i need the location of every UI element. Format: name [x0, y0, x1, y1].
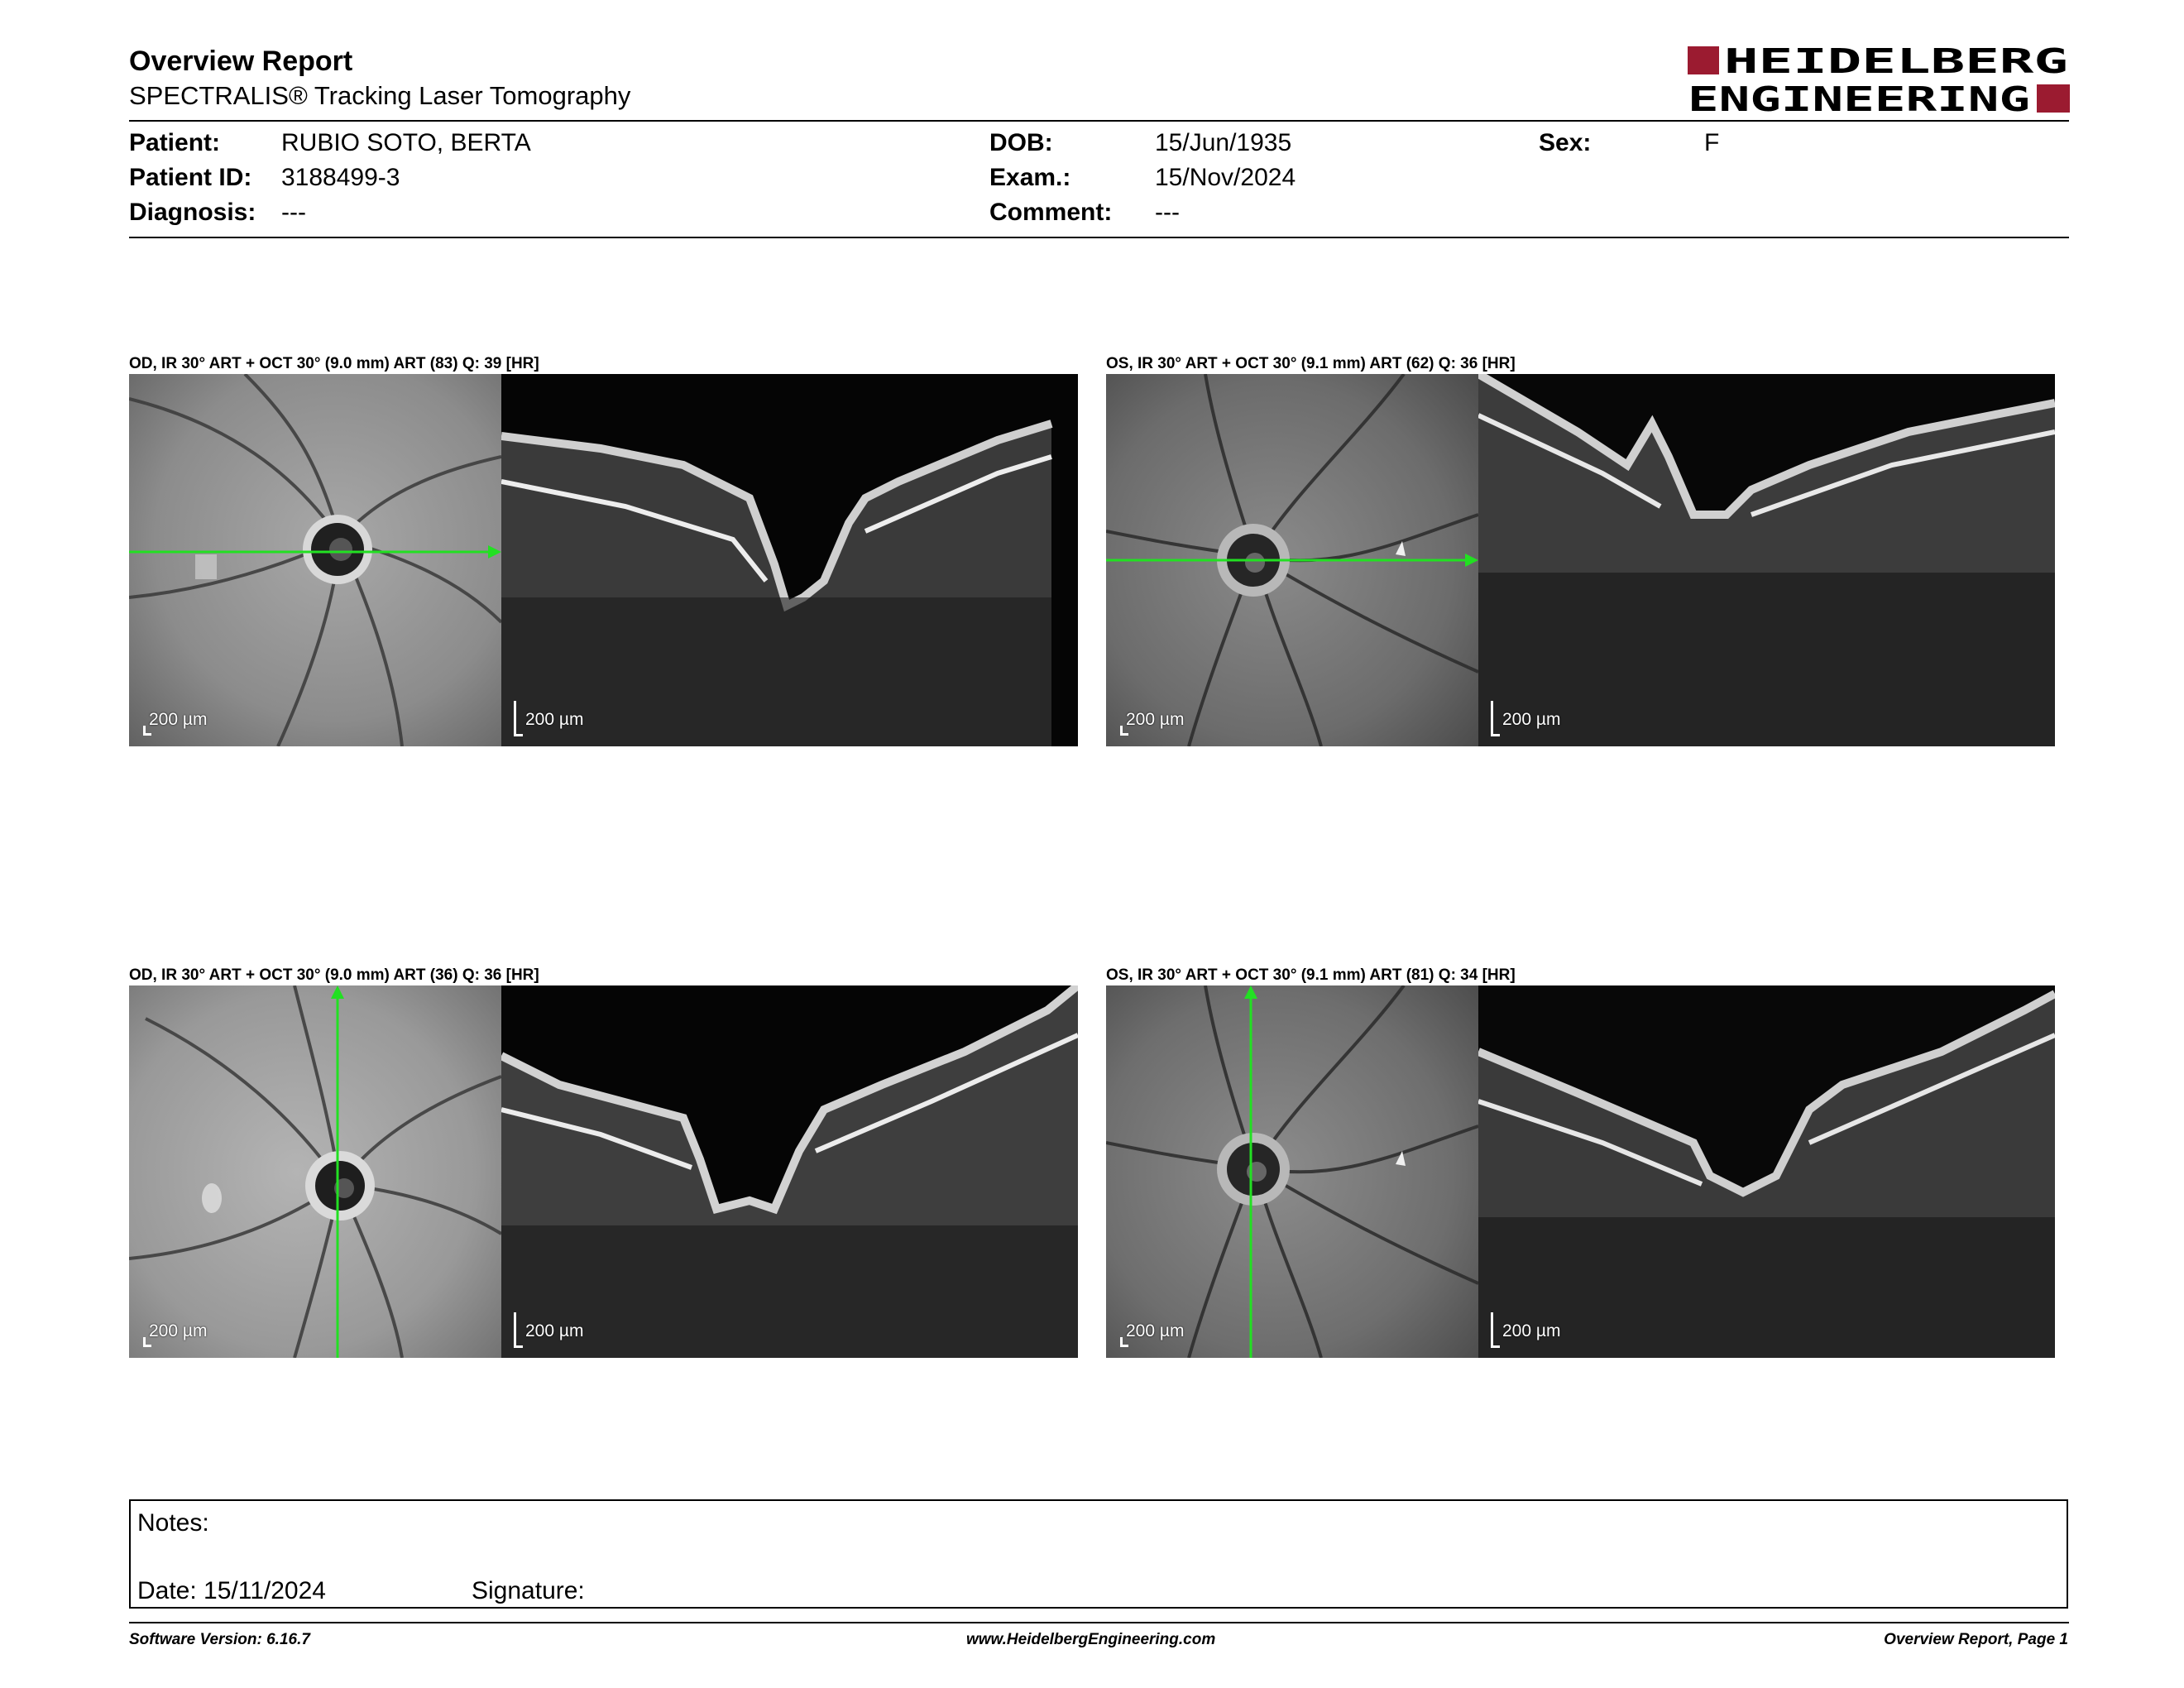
patient-name: RUBIO SOTO, BERTA — [281, 129, 531, 156]
sex-label: Sex: — [1539, 129, 1592, 156]
oct-bscan-image — [501, 374, 1078, 746]
fundus-scale-label: 200 µm — [1126, 1321, 1185, 1340]
fundus-image — [129, 374, 501, 746]
bscan-scale-label: 200 µm — [525, 1321, 584, 1340]
website-link[interactable]: www.HeidelbergEngineering.com — [966, 1631, 1216, 1648]
page-indicator: Overview Report, Page 1 — [1884, 1631, 2068, 1648]
signature-label: Signature: — [472, 1577, 585, 1604]
panel-caption: OD, IR 30° ART + OCT 30° (9.0 mm) ART (83) Q: 39 [HR] — [129, 355, 539, 372]
oct-panel-os-vertical[interactable] — [1106, 985, 2055, 1358]
dob-label: DOB: — [989, 129, 1053, 156]
bscan-scale-bar — [514, 701, 523, 736]
oct-panel-od-horizontal[interactable] — [129, 374, 1078, 746]
fundus-image — [1106, 374, 1478, 746]
exam-label: Exam.: — [989, 164, 1071, 191]
oct-panel-od-vertical[interactable] — [129, 985, 1078, 1358]
logo-heidelberg-text: HEIDELBERG — [1724, 46, 2068, 81]
fundus-scale-label: 200 µm — [149, 710, 208, 729]
bscan-scale-label: 200 µm — [525, 710, 584, 729]
patient-info-rule — [129, 237, 2069, 238]
diagnosis-label: Diagnosis: — [129, 199, 256, 226]
patient-id-label: Patient ID: — [129, 164, 252, 191]
notes-label: Notes: — [137, 1509, 209, 1537]
panel-caption: OS, IR 30° ART + OCT 30° (9.1 mm) ART (62) Q: 36 [HR] — [1106, 355, 1516, 372]
oct-bscan-image — [1478, 985, 2055, 1358]
report-title: Overview Report — [129, 46, 353, 77]
notes-box[interactable] — [129, 1499, 2068, 1609]
sex-value: F — [1704, 129, 1720, 156]
bscan-scale-bar — [514, 1312, 523, 1348]
fundus-image — [1106, 985, 1478, 1358]
patient-label: Patient: — [129, 129, 221, 156]
patient-id-value: 3188499-3 — [281, 164, 400, 191]
bscan-scale-bar — [1491, 701, 1500, 736]
header-rule — [129, 120, 2069, 122]
diagnosis-value: --- — [281, 199, 306, 226]
logo-engineering-text: ENGINEERING — [1688, 79, 2030, 114]
oct-bscan-image — [1478, 374, 2055, 746]
panel-caption: OD, IR 30° ART + OCT 30° (9.0 mm) ART (36) Q: 36 [HR] — [129, 966, 539, 984]
heidelberg-logo — [1688, 46, 2070, 114]
dob-value: 15/Jun/1935 — [1155, 129, 1292, 156]
report-subtitle: SPECTRALIS® Tracking Laser Tomography — [129, 81, 631, 110]
oct-panel-os-horizontal[interactable] — [1106, 374, 2055, 746]
bscan-scale-label: 200 µm — [1502, 1321, 1561, 1340]
date-label: Date: 15/11/2024 — [137, 1577, 326, 1604]
software-version: Software Version: 6.16.7 — [129, 1631, 310, 1648]
panel-caption: OS, IR 30° ART + OCT 30° (9.1 mm) ART (81) Q: 34 [HR] — [1106, 966, 1516, 984]
comment-value: --- — [1155, 199, 1180, 226]
fundus-scale-label: 200 µm — [1126, 710, 1185, 729]
footer-rule — [129, 1622, 2069, 1623]
fundus-image — [129, 985, 501, 1358]
bscan-scale-label: 200 µm — [1502, 710, 1561, 729]
fundus-scale-label: 200 µm — [149, 1321, 208, 1340]
bscan-scale-bar — [1491, 1312, 1500, 1348]
comment-label: Comment: — [989, 199, 1113, 226]
oct-bscan-image — [501, 985, 1078, 1358]
exam-value: 15/Nov/2024 — [1155, 164, 1296, 191]
